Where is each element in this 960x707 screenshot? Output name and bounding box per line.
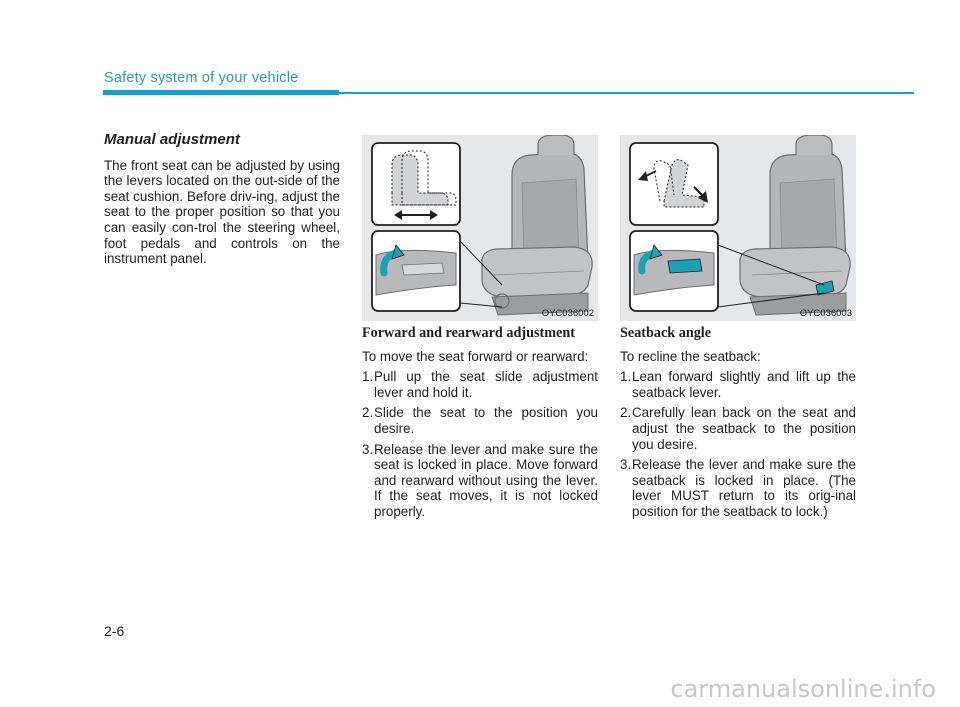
forward-rearward-section: [362, 326, 598, 525]
list-item: [362, 369, 598, 400]
page-number: 2-6: [104, 623, 125, 639]
forward-rearward-heading: Forward and rearward adjustment: [362, 325, 575, 341]
seatback-angle-heading: Seatback angle: [620, 325, 712, 341]
list-item: [620, 457, 856, 519]
list-item: [362, 442, 598, 520]
list-item: [620, 405, 856, 452]
seatback-illustration: [620, 135, 856, 321]
step-number: 3.: [620, 457, 632, 473]
step-number: 3.: [362, 441, 374, 457]
forward-rearward-steps: [362, 369, 598, 519]
step-number: 1.: [620, 369, 632, 385]
seatback-recline-diagram-icon: [630, 143, 718, 225]
step-text: Release the lever and make sure the seatback is locked in place. (The lever MUST return to its orig-inal position for the seatback to lock.): [632, 457, 856, 519]
section-title: Safety system of your vehicle: [104, 70, 299, 86]
step-number: 2.: [620, 405, 632, 421]
seatback-angle-section: [620, 326, 856, 525]
seatback-angle-steps: [620, 369, 856, 519]
header-rule-thin: [339, 92, 914, 94]
step-text: Lean forward slightly and lift up the seatback lever.: [632, 369, 856, 400]
step-number: 2.: [362, 405, 374, 421]
manual-adjustment-section: [104, 132, 340, 267]
list-item: [620, 369, 856, 400]
header-rule-thick: [103, 90, 339, 95]
list-item: [362, 405, 598, 436]
watermark: carmanualsonline.info: [670, 675, 936, 703]
step-text: Slide the seat to the position you desire.: [374, 405, 598, 436]
step-text: Release the lever and make sure the seat is locked in place. Move forward and rearward without using the lever. If the seat moves, it is not locked properly.: [374, 441, 598, 519]
figure-seatback-angle: [620, 135, 856, 321]
step-text: Carefully lean back on the seat and adjust the seatback to the position you desire.: [632, 405, 856, 452]
seat-slide-diagram-icon: [372, 143, 460, 225]
manual-adjustment-body: The front seat can be adjusted by using the levers located on the out-side of the seat cushion. Before driv-ing, adjust the seat to the proper position so that you can easily con-trol the steering wheel, foot pedals and controls on the instrument panel.: [104, 157, 340, 267]
seatback-angle-intro: To recline the seatback:: [620, 348, 761, 364]
step-number: 1.: [362, 369, 374, 385]
seat-slide-illustration: [362, 135, 598, 321]
step-text: Pull up the seat slide adjustment lever and hold it.: [374, 369, 598, 400]
figure-code: OYC036003: [799, 308, 852, 319]
forward-rearward-intro: To move the seat forward or rearward:: [362, 348, 589, 364]
figure-code: OYC036002: [541, 308, 594, 319]
figure-seat-slide: [362, 135, 598, 321]
manual-adjustment-heading: Manual adjustment: [104, 131, 240, 148]
page-header: [104, 70, 298, 86]
